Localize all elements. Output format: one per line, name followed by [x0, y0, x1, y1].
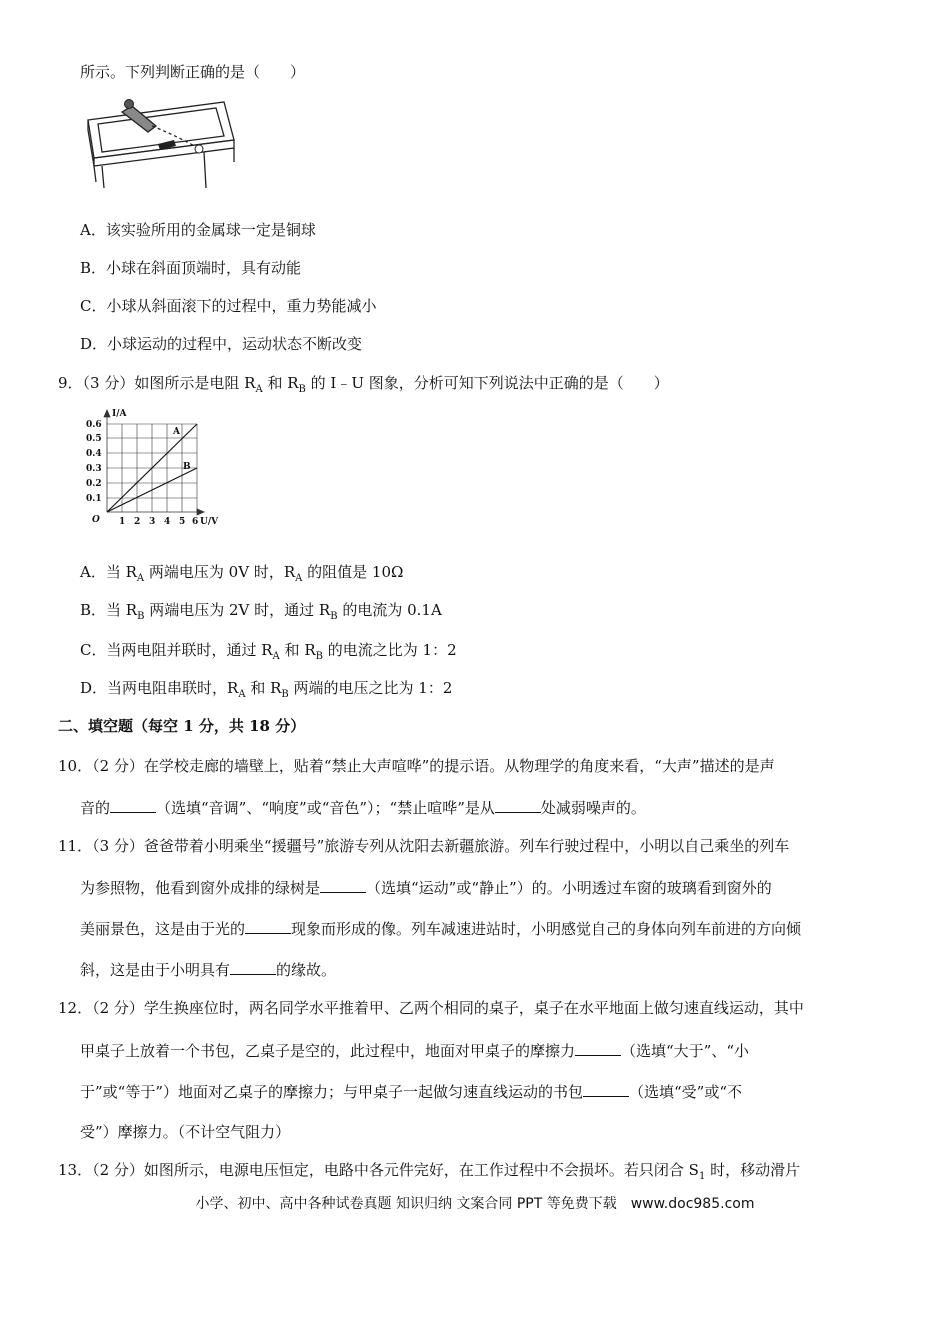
- q8-option-a: A．该实验所用的金属球一定是铜球: [80, 221, 316, 239]
- q9-option-c: C．当两电阻并联时，通过 $R_A$ 和 $R_B$ 的电流之比为 1：2: [80, 641, 457, 662]
- xtick: 4: [164, 517, 171, 527]
- q8-option-c: C．小球从斜面滚下的过程中，重力势能减小: [80, 297, 377, 315]
- q10-line2: 音的 （选填“音调”、“响度”或“音色”）；“禁止喧哗”是从 处减弱噪声的。: [80, 799, 646, 817]
- q12-line2: 甲桌子上放着一个书包，乙桌子是空的，此过程中，地面对甲桌子的摩擦力 （选填“大于”、“小: [80, 1042, 750, 1060]
- xtick: 1: [119, 517, 126, 527]
- xtick: 6: [192, 517, 199, 527]
- ytick: 0.5: [86, 434, 102, 444]
- q12-line1: 12．（2 分）学生换座位时，两名同学水平推着甲、乙两个相同的桌子，桌子在水平地面上做匀速直线运动，其中: [58, 999, 804, 1017]
- answer-blank[interactable]: [320, 877, 366, 893]
- graph-xlabel: U/V: [200, 517, 219, 527]
- ytick: 0.2: [86, 479, 102, 489]
- graph-ylabel: I/A: [112, 409, 127, 419]
- metal-ball: [125, 100, 134, 109]
- q9-option-d: D．当两电阻串联时，$R_A$ 和 $R_B$ 两端的电压之比为 1：2: [80, 679, 453, 700]
- answer-blank[interactable]: [245, 918, 291, 934]
- iu-graph: [82, 404, 232, 534]
- q10-line1: 10．（2 分）在学校走廊的墙壁上，贴着“禁止大声喧哗”的提示语。从物理学的角度来看，“大声”描述的是声: [58, 757, 775, 775]
- xtick: 5: [179, 517, 186, 527]
- ytick: 0.3: [86, 464, 102, 474]
- xtick: 3: [149, 517, 156, 527]
- q9-stem: 9．（3 分）如图所示是电阻 $R_A$ 和 $R_B$ 的 I﹣U 图象，分析可知下列说法中正确的是（ ）: [58, 374, 669, 395]
- ytick: 0.6: [86, 420, 102, 430]
- q8-stem: 所示。下列判断正确的是（ ）: [80, 63, 306, 81]
- q8-option-b: B．小球在斜面顶端时，具有动能: [80, 259, 302, 277]
- q11-line2: 为参照物，他看到窗外成排的绿树是 （选填“运动”或“静止”）的。小明透过车窗的玻璃看到窗外的: [80, 879, 772, 897]
- q12-line4: 受”）摩擦力。（不计空气阻力）: [80, 1123, 291, 1141]
- q9-option-b: B．当 $R_B$ 两端电压为 2V 时，通过 $R_B$ 的电流为 0.1A: [80, 601, 442, 622]
- answer-blank[interactable]: [495, 797, 541, 813]
- q9-option-a: A．当 $R_A$ 两端电压为 0V 时，$R_A$ 的阻值是 10Ω: [80, 563, 404, 584]
- ytick: 0.1: [86, 494, 102, 504]
- xtick: 2: [134, 517, 141, 527]
- incline-experiment-figure: [82, 96, 242, 196]
- ball-end: [195, 145, 203, 153]
- q11-line1: 11．（3 分）爸爸带着小明乘坐“援疆号”旅游专列从沈阳去新疆旅游。列车行驶过程中，小明以自己乘坐的列车: [58, 837, 790, 855]
- q11-line4: 斜，这是由于小明具有 的缘故。: [80, 961, 337, 979]
- q12-line3: 于”或“等于”）地面对乙桌子的摩擦力；与甲桌子一起做匀速直线运动的书包 （选填“受”或“不: [80, 1083, 743, 1101]
- graph-origin: O: [92, 515, 100, 525]
- label-b: B: [183, 462, 191, 472]
- answer-blank[interactable]: [583, 1081, 629, 1097]
- q8-option-d: D．小球运动的过程中，运动状态不断改变: [80, 335, 363, 353]
- q11-line3: 美丽景色，这是由于光的 现象而形成的像。列车减速进站时，小明感觉自己的身体向列车前进的方向倾: [80, 920, 802, 938]
- page-footer: 小学、初中、高中各种试卷真题 知识归纳 文案合同 PPT 等免费下载 www.doc985.com: [195, 1196, 755, 1212]
- answer-blank[interactable]: [575, 1040, 621, 1056]
- label-a: A: [173, 427, 180, 437]
- section-title: 二、填空题（每空 1 分，共 18 分）: [58, 717, 306, 735]
- ytick: 0.4: [86, 449, 102, 459]
- answer-blank[interactable]: [110, 797, 156, 813]
- answer-blank[interactable]: [230, 959, 276, 975]
- q13-line1: 13．（2 分）如图所示，电源电压恒定，电路中各元件完好，在工作过程中不会损坏。若只闭合 $S_1$ 时，移动滑片: [58, 1161, 801, 1182]
